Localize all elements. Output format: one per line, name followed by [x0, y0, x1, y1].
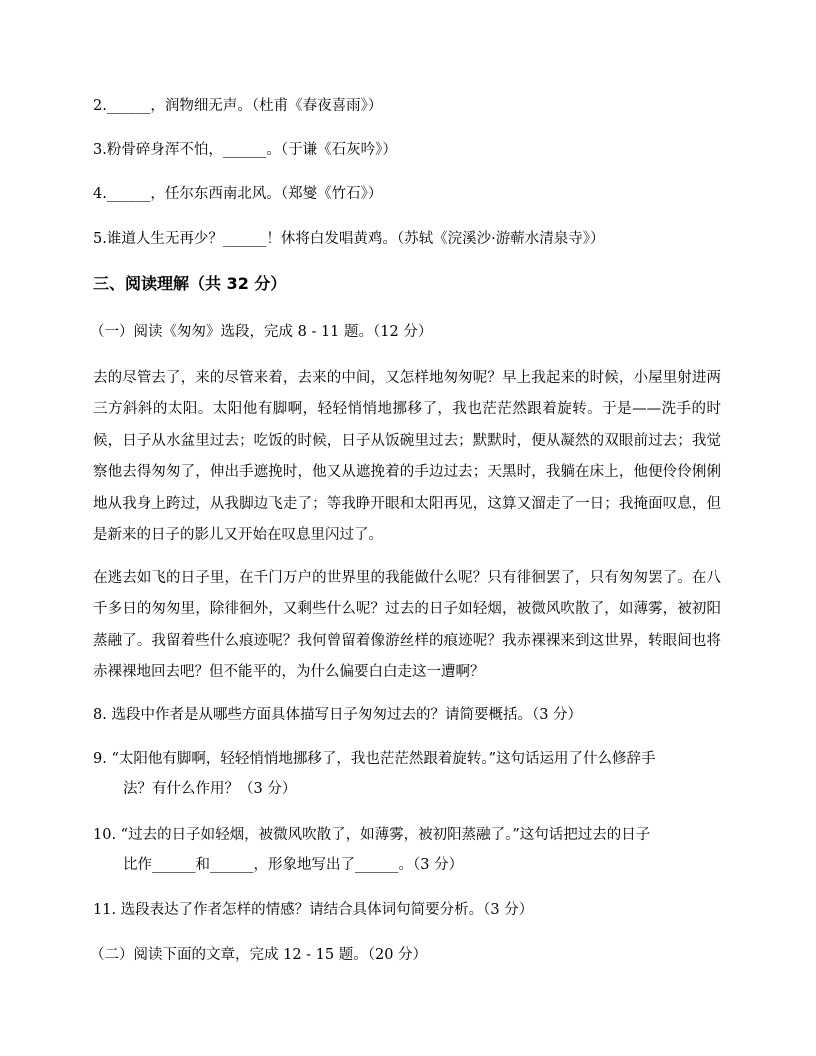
question-9-line-1: 9. “太阳他有脚啊，轻轻悄悄地挪移了，我也茫茫然跟着旋转。”这句话运用了什么修辞手: [93, 751, 656, 767]
fill-blank-q4: 4.______，任尔东西南北风。（郑燮《竹石》）: [93, 186, 383, 202]
question-10-line-1: 10. “过去的日子如轻烟，被微风吹散了，如薄雾，被初阳蒸融了。”这句话把过去的日子: [93, 827, 651, 843]
section-heading: 三、阅读理解（共 32 分）: [93, 274, 287, 293]
question-10: [93, 820, 723, 880]
question-8: 8. 选段中作者是从哪些方面具体描写日子匆匆过去的？请简要概括。（3 分）: [93, 707, 583, 723]
fill-blank-q2: 2.______，润物细无声。（杜甫《春夜喜雨》）: [93, 98, 383, 114]
part2-intro: （二）阅读下面的文章，完成 12 - 15 题。（20 分）: [90, 947, 428, 963]
question-9-line-2: 法？有什么作用？（3 分）: [123, 781, 297, 797]
fill-blank-q3: 3.粉骨碎身浑不怕，______。（于谦《石灰吟》）: [93, 142, 397, 158]
passage-paragraph-1: 去的尽管去了，来的尽管来着，去来的中间，又怎样地匆匆呢？早上我起来的时候，小屋里射进两三方斜斜的太阳。太阳他有脚啊，轻轻悄悄地挪移了，我也茫茫然跟着旋转。于是——洗手的时候，日子从水盆里过去；吃饭的时候，日子从饭碗里过去；默默时，便从凝然的双眼前过去；我觉察他去得匆匆了，伸出手遮挽时，他又从遮挽着的手边过去；天黑时，我躺在床上，他便伶伶俐俐地从我身上跨过，从我脚边飞走了；等我睁开眼和太阳再见，这算又溜走了一日；我掩面叹息，但是新来的日子的影儿又开始在叹息里闪过了。: [93, 370, 721, 544]
passage-paragraph-2: 在逃去如飞的日子里，在千门万户的世界里的我能做什么呢？只有徘徊罢了，只有匆匆罢了。在八千多日的匆匆里，除徘徊外，又剩些什么呢？过去的日子如轻烟，被微风吹散了，如薄雾，被初阳蒸融了。我留着些什么痕迹呢？我何曾留着像游丝样的痕迹呢？我赤裸裸来到这世界，转眼间也将赤裸裸地回去吧？但不能平的，为什么偏要白白走这一遭啊？: [93, 570, 721, 681]
question-10-line-2: 比作______和______，形象地写出了______。（3 分）: [123, 857, 464, 873]
fill-blank-q5: 5.谁道人生无再少？______！休将白发唱黄鸡。（苏轼《浣溪沙·游蕲水清泉寺》）: [93, 231, 605, 247]
question-9: [93, 744, 723, 804]
part1-intro: （一）阅读《匆匆》选段，完成 8 - 11 题。（12 分）: [90, 324, 433, 340]
question-11: 11. 选段表达了作者怎样的情感？请结合具体词句简要分析。（3 分）: [93, 902, 534, 918]
